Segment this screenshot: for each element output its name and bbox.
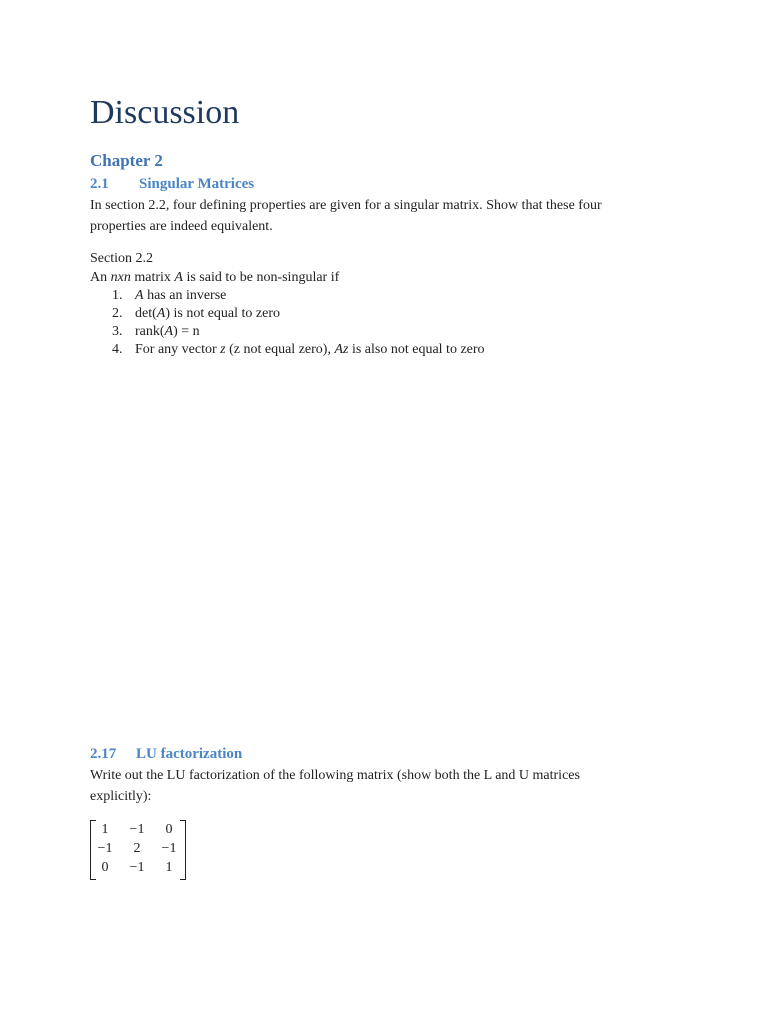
section-heading-2-17 <box>90 744 242 764</box>
matrix-cell: −1 <box>97 841 113 856</box>
chapter-heading: Chapter 2 <box>90 151 163 170</box>
section-title: LU factorization <box>136 746 243 762</box>
definition-intro <box>90 269 339 287</box>
intro-text: is said to be non-singular if <box>182 270 340 285</box>
section-title: Singular Matrices <box>139 176 255 192</box>
matrix-cell: 1 <box>165 860 173 875</box>
intro-text: matrix <box>130 270 175 285</box>
section-number: 2.1 <box>90 176 109 192</box>
section-heading-2-1 <box>90 174 254 194</box>
item-text: For any vector <box>135 342 221 357</box>
matrix <box>90 820 186 878</box>
math-symbol: Az <box>334 342 349 357</box>
item-text: rank( <box>135 324 165 339</box>
property-list <box>90 287 485 359</box>
list-item <box>90 341 485 359</box>
math-symbol: A <box>164 324 174 339</box>
math-symbol: A <box>135 288 144 303</box>
section-reference: Section 2.2 <box>90 251 153 266</box>
matrix-cell: −1 <box>129 822 145 837</box>
matrix-cell: −1 <box>161 841 177 856</box>
item-number: 4. <box>112 342 123 357</box>
math-symbol: A <box>156 306 166 321</box>
list-item <box>90 287 485 305</box>
item-text: det( <box>135 306 157 321</box>
body-line: properties are indeed equivalent. <box>90 219 273 234</box>
section-2-17-body <box>90 765 580 807</box>
list-item <box>90 305 485 323</box>
matrix-cell: 0 <box>165 822 173 837</box>
item-number: 1. <box>112 288 123 303</box>
matrix-cell: 0 <box>101 860 109 875</box>
item-text: has an inverse <box>143 288 227 303</box>
section-2-1-body <box>90 195 602 237</box>
list-item <box>90 323 485 341</box>
body-line: Write out the LU factorization of the following matrix (show both the L and U matrices <box>90 768 580 783</box>
item-text: (z not equal zero), <box>225 342 335 357</box>
body-line: explicitly): <box>90 789 152 804</box>
intro-text: An <box>90 270 111 285</box>
math-symbol: z <box>220 342 226 357</box>
item-text: ) = n <box>173 324 200 339</box>
item-text: ) is not equal to zero <box>165 306 281 321</box>
intro-matrix-symbol: A <box>174 270 183 285</box>
matrix-cell: 1 <box>101 822 109 837</box>
body-line: In section 2.2, four defining properties are given for a singular matrix. Show that these four <box>90 198 602 213</box>
item-number: 3. <box>112 324 123 339</box>
item-text: is also not equal to zero <box>348 342 485 357</box>
intro-nxn: nxn <box>110 270 131 285</box>
section-number: 2.17 <box>90 746 117 762</box>
matrix-cell: 2 <box>133 841 141 856</box>
item-number: 2. <box>112 306 123 321</box>
page-title: Discussion <box>90 94 240 131</box>
matrix-cell: −1 <box>129 860 145 875</box>
